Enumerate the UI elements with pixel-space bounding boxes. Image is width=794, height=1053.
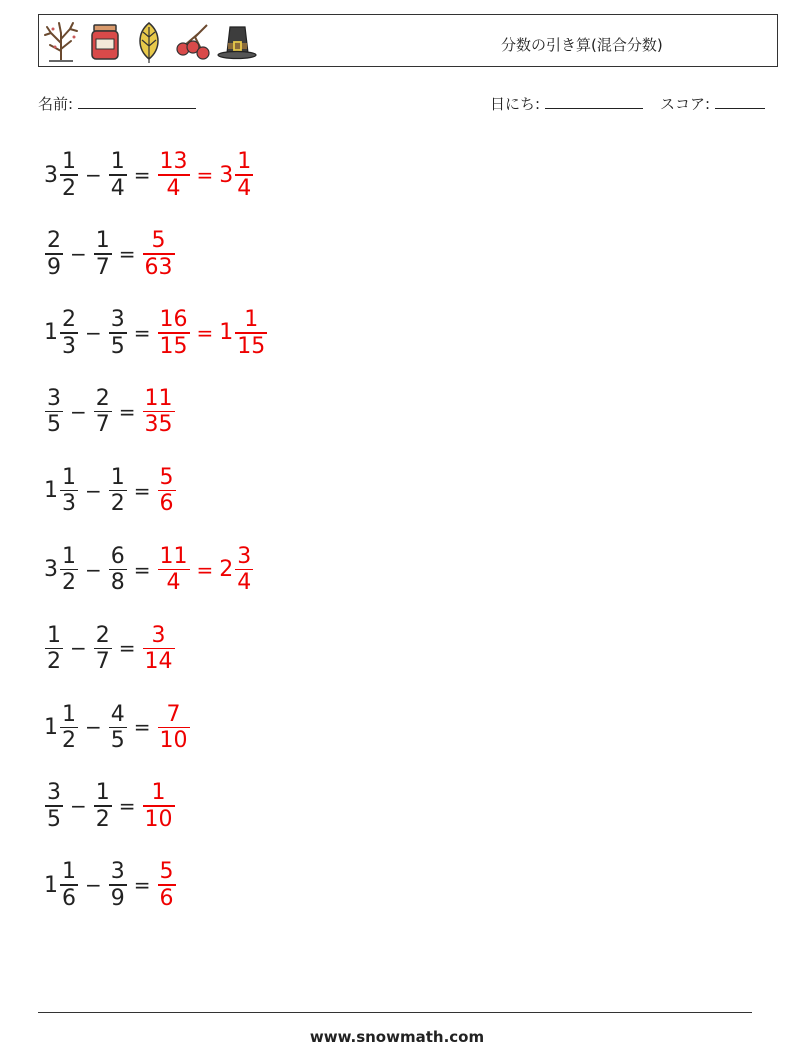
bare-tree-icon [41, 19, 81, 63]
answer [142, 623, 176, 675]
subtrahend-operand [108, 859, 128, 911]
answer-improper-operand [157, 544, 191, 596]
answer-mixed-operand [219, 149, 254, 201]
subtrahend-numerator: 1 [110, 149, 125, 175]
worksheet-title: 分数の引き算(混合分数) [501, 36, 663, 54]
header-icons [41, 19, 257, 63]
subtrahend-fraction [94, 780, 112, 832]
minuend-whole: 1 [44, 714, 58, 740]
answer-improper-denominator: 10 [159, 728, 188, 754]
answer-improper-operand [157, 149, 191, 201]
subtrahend-fraction [109, 307, 127, 359]
subtrahend-numerator: 4 [110, 701, 125, 727]
minus-sign: − [70, 399, 87, 424]
subtrahend-operand [93, 780, 113, 832]
answer-improper-numerator: 13 [159, 149, 188, 175]
answer-improper-operand [142, 228, 176, 280]
equals-sign: = [118, 241, 136, 266]
answer-improper-fraction [158, 465, 176, 517]
problem-row [44, 303, 268, 363]
pilgrim-hat-icon [217, 19, 257, 63]
subtrahend-denominator: 5 [110, 728, 125, 754]
answer-improper-fraction [158, 544, 190, 596]
subtrahend-operand [108, 465, 128, 517]
minuend-fraction [45, 228, 63, 280]
answer [142, 386, 176, 438]
answer-improper-fraction [158, 702, 190, 754]
minuend-whole: 3 [44, 557, 58, 582]
score-blank[interactable] [715, 94, 765, 109]
answer-improper-operand [142, 780, 176, 832]
answer-improper-numerator: 7 [166, 701, 181, 727]
subtrahend-fraction [109, 544, 127, 596]
answer-improper-denominator: 6 [159, 491, 174, 517]
minuend-fraction [60, 465, 78, 517]
minuend-denominator: 9 [47, 254, 61, 280]
answer-improper-fraction [143, 780, 175, 832]
minuend-fraction [45, 780, 63, 832]
subtrahend-fraction [109, 465, 127, 517]
subtrahend-operand [108, 307, 128, 359]
footer-url: www.snowmath.com [309, 1028, 485, 1046]
minuend-denominator: 5 [47, 806, 61, 832]
subtrahend-operand [108, 702, 128, 754]
subtrahend-denominator: 8 [110, 570, 125, 596]
minus-sign: − [70, 636, 87, 661]
answer-equals-sign: = [196, 163, 214, 187]
minus-sign: − [85, 478, 102, 503]
answer-mixed-whole: 1 [219, 320, 234, 346]
minus-sign: − [85, 163, 102, 187]
answer [157, 544, 255, 596]
answer-improper-denominator: 15 [159, 333, 188, 359]
subtrahend-fraction [109, 859, 127, 911]
answer-improper-operand [157, 465, 177, 517]
subtrahend-operand [93, 623, 113, 675]
answer-mixed-denominator: 4 [237, 175, 252, 201]
minuend-denominator: 3 [62, 491, 76, 517]
answer-improper-denominator: 63 [144, 254, 173, 280]
subtrahend-denominator: 7 [95, 412, 110, 438]
jam-jar-icon [85, 19, 125, 63]
answer-improper-numerator: 16 [159, 307, 188, 333]
score-field [660, 93, 765, 114]
problem-row [44, 540, 254, 600]
answer-improper-numerator: 3 [151, 622, 166, 648]
answer-improper-numerator: 5 [159, 859, 174, 885]
subtrahend-denominator: 9 [110, 885, 125, 911]
equals-sign: = [118, 636, 136, 661]
subtrahend-numerator: 1 [95, 780, 110, 806]
answer-improper-fraction [143, 386, 175, 438]
answer-mixed-numerator: 3 [237, 543, 252, 569]
minuend-denominator: 2 [47, 649, 61, 675]
minuend-fraction [45, 623, 63, 675]
answer-mixed-fraction [235, 544, 253, 596]
minuend-operand [44, 307, 79, 359]
equals-sign: = [133, 715, 151, 740]
problem-row [44, 224, 176, 284]
yellow-leaf-icon [129, 19, 169, 63]
minuend-numerator: 2 [62, 307, 76, 333]
footer-divider [38, 1012, 752, 1013]
subtrahend-fraction [109, 149, 127, 201]
subtrahend-denominator: 2 [95, 806, 110, 832]
problem-row [44, 776, 176, 836]
answer-improper-denominator: 35 [144, 412, 173, 438]
answer-improper-denominator: 10 [144, 806, 173, 832]
minuend-denominator: 2 [62, 570, 76, 596]
minuend-whole: 1 [44, 320, 58, 346]
minuend-numerator: 1 [47, 622, 61, 648]
answer-mixed-numerator: 1 [244, 307, 259, 333]
subtrahend-numerator: 6 [110, 543, 125, 569]
minuend-fraction [60, 859, 78, 911]
answer-mixed-whole: 2 [219, 557, 234, 582]
equals-sign: = [133, 320, 151, 345]
subtrahend-fraction [94, 386, 112, 438]
problem-row [44, 145, 254, 205]
answer-mixed-fraction [235, 307, 267, 359]
answer-equals-sign: = [196, 320, 214, 345]
subtrahend-numerator: 3 [110, 859, 125, 885]
name-field [38, 93, 196, 114]
subtrahend-denominator: 7 [95, 649, 110, 675]
minuend-fraction [60, 544, 78, 596]
answer [157, 859, 177, 911]
minuend-numerator: 1 [62, 701, 76, 727]
answer-improper-denominator: 4 [166, 175, 181, 201]
equals-sign: = [133, 873, 151, 898]
answer-mixed-fraction [235, 149, 253, 201]
subtrahend-numerator: 2 [95, 622, 110, 648]
score-label: スコア: [660, 95, 711, 113]
minuend-denominator: 6 [62, 885, 76, 911]
subtrahend-denominator: 2 [110, 491, 125, 517]
subtrahend-denominator: 7 [95, 254, 110, 280]
answer [157, 307, 269, 359]
minuend-numerator: 1 [62, 149, 76, 175]
equals-sign: = [133, 478, 151, 503]
problem-row [44, 618, 176, 678]
minuend-fraction [60, 702, 78, 754]
answer-mixed-numerator: 1 [237, 149, 252, 175]
minuend-operand [44, 623, 64, 675]
name-blank[interactable] [78, 94, 196, 109]
minuend-denominator: 2 [62, 728, 76, 754]
minuend-operand [44, 544, 79, 596]
answer-improper-operand [142, 623, 176, 675]
subtrahend-fraction [94, 623, 112, 675]
worksheet-header [38, 14, 778, 67]
minuend-operand [44, 702, 79, 754]
answer-improper-numerator: 5 [151, 228, 166, 254]
minuend-operand [44, 149, 79, 201]
equals-sign: = [118, 794, 136, 819]
minuend-denominator: 2 [62, 175, 76, 201]
answer-improper-numerator: 5 [159, 464, 174, 490]
answer [157, 702, 191, 754]
problem-row [44, 855, 177, 915]
equals-sign: = [118, 399, 136, 424]
answer-mixed-operand [219, 307, 268, 359]
minuend-fraction [60, 307, 78, 359]
subtrahend-operand [108, 149, 128, 201]
subtrahend-denominator: 4 [110, 175, 125, 201]
minuend-operand [44, 228, 64, 280]
minuend-numerator: 1 [62, 859, 76, 885]
minuend-numerator: 1 [62, 464, 76, 490]
answer-improper-denominator: 4 [166, 570, 181, 596]
answer [142, 228, 176, 280]
answer-improper-operand [157, 859, 177, 911]
problem-row [44, 697, 191, 757]
answer-improper-numerator: 11 [159, 543, 188, 569]
minuend-operand [44, 386, 64, 438]
answer-improper-numerator: 1 [151, 780, 166, 806]
answer-improper-operand [142, 386, 176, 438]
minus-sign: − [70, 241, 87, 266]
minuend-operand [44, 465, 79, 517]
subtrahend-operand [93, 386, 113, 438]
minuend-fraction [60, 149, 78, 201]
problem-row [44, 382, 176, 442]
date-blank[interactable] [545, 94, 643, 109]
answer-mixed-denominator: 15 [237, 333, 266, 359]
red-berries-icon [173, 19, 213, 63]
subtrahend-denominator: 5 [110, 333, 125, 359]
minus-sign: − [85, 873, 102, 898]
problem-row [44, 461, 177, 521]
date-field [490, 93, 643, 114]
subtrahend-numerator: 3 [110, 307, 125, 333]
minuend-operand [44, 780, 64, 832]
answer-improper-denominator: 14 [144, 649, 173, 675]
answer-improper-numerator: 11 [144, 385, 173, 411]
minuend-whole: 3 [44, 162, 58, 188]
equals-sign: = [133, 163, 151, 187]
date-label: 日にち: [490, 95, 541, 113]
minuend-numerator: 1 [62, 543, 76, 569]
answer [142, 780, 176, 832]
subtrahend-fraction [94, 228, 112, 280]
answer-mixed-operand [219, 544, 254, 596]
minus-sign: − [85, 715, 102, 740]
minuend-denominator: 3 [62, 333, 76, 359]
subtrahend-operand [93, 228, 113, 280]
answer [157, 465, 177, 517]
minuend-numerator: 2 [47, 228, 61, 254]
minuend-whole: 1 [44, 478, 58, 504]
answer [157, 149, 255, 201]
answer-improper-fraction [158, 307, 190, 359]
answer-mixed-denominator: 4 [237, 570, 252, 596]
minus-sign: − [70, 794, 87, 819]
answer-improper-operand [157, 702, 191, 754]
minuend-numerator: 3 [47, 385, 61, 411]
answer-improper-operand [157, 307, 191, 359]
answer-mixed-whole: 3 [219, 162, 234, 188]
subtrahend-operand [108, 544, 128, 596]
minuend-fraction [45, 386, 63, 438]
minus-sign: − [85, 557, 102, 582]
answer-improper-fraction [143, 228, 175, 280]
answer-improper-fraction [158, 149, 190, 201]
subtrahend-numerator: 1 [95, 228, 110, 254]
minus-sign: − [85, 320, 102, 345]
name-label: 名前: [38, 95, 74, 113]
subtrahend-numerator: 2 [95, 385, 110, 411]
minuend-denominator: 5 [47, 412, 61, 438]
answer-improper-denominator: 6 [159, 885, 174, 911]
subtrahend-numerator: 1 [110, 464, 125, 490]
answer-equals-sign: = [196, 557, 214, 582]
subtrahend-fraction [109, 702, 127, 754]
answer-improper-fraction [143, 623, 175, 675]
equals-sign: = [133, 557, 151, 582]
answer-improper-fraction [158, 859, 176, 911]
minuend-whole: 1 [44, 872, 58, 898]
minuend-numerator: 3 [47, 780, 61, 806]
minuend-operand [44, 859, 79, 911]
